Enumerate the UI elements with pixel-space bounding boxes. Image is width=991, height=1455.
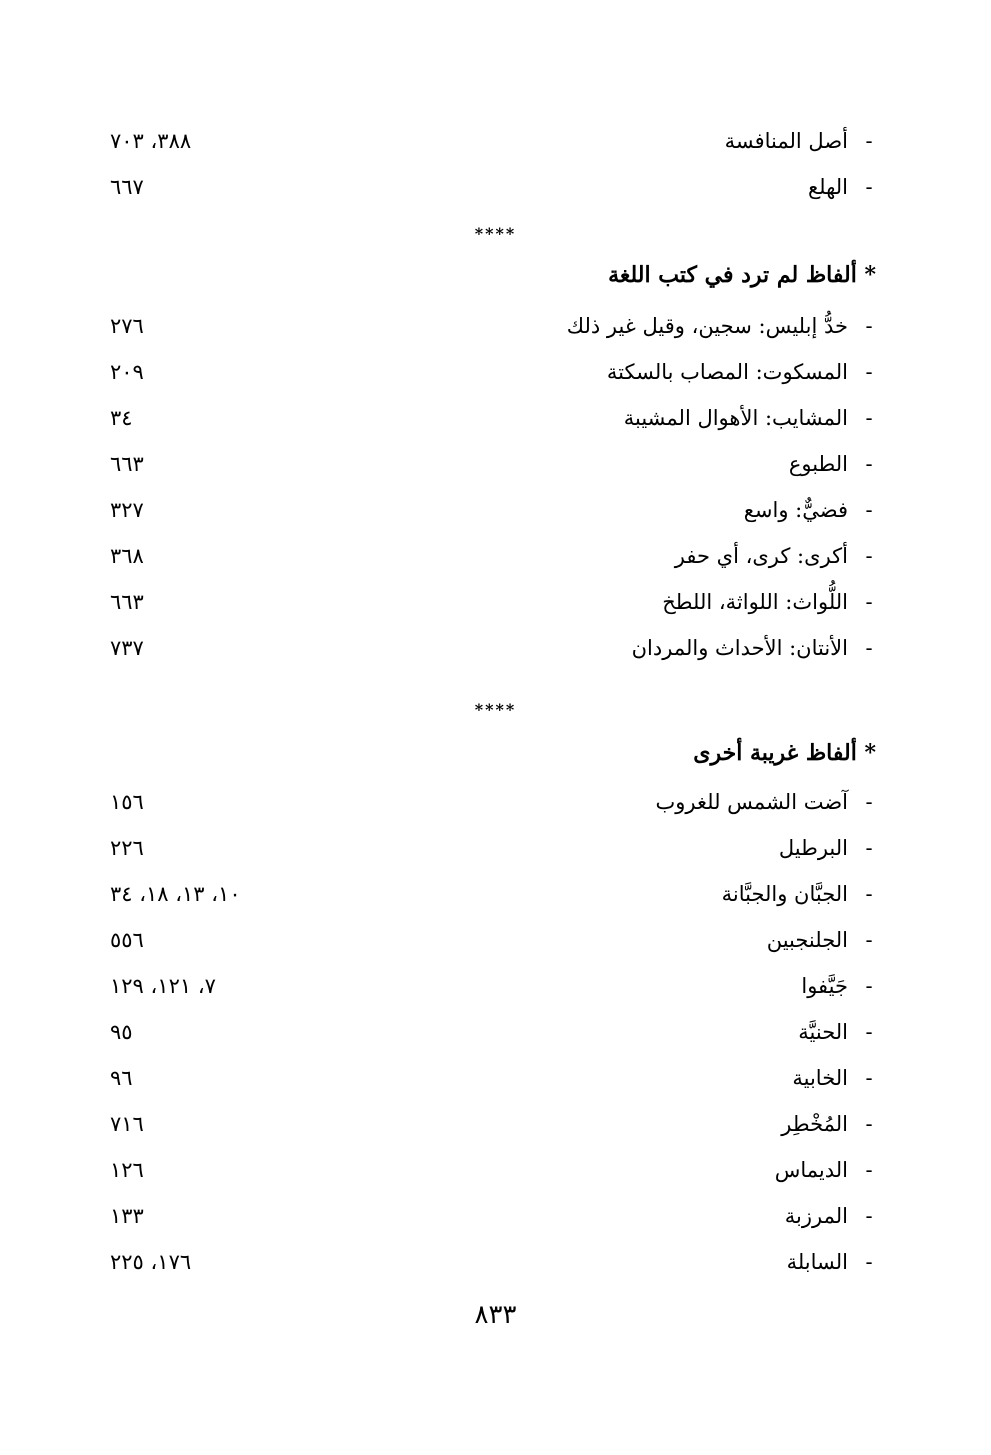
entry-pages: ١٣٣ bbox=[110, 1203, 144, 1228]
entry-pages: ٧١٦ bbox=[110, 1111, 144, 1136]
entry-pages: ٩٥ bbox=[110, 1019, 133, 1044]
list-item bbox=[110, 628, 876, 668]
entry-pages: ٦٦٣ bbox=[110, 589, 144, 614]
list-item bbox=[110, 1104, 876, 1144]
entry-pages: ١٥٦ bbox=[110, 789, 144, 814]
list-item bbox=[110, 782, 876, 822]
entry-pages: ١٠، ١٣، ١٨، ٣٤ bbox=[110, 881, 241, 906]
entry-term: آضت الشمس للغروب bbox=[655, 789, 848, 814]
entry-term: جَيَّفوا bbox=[801, 973, 848, 998]
list-item bbox=[110, 582, 876, 622]
section-heading: * ألفاظ لم ترد في كتب اللغة bbox=[608, 262, 876, 288]
entry-term: الأنتان: الأحداث والمردان bbox=[631, 635, 848, 660]
entry-term: المشايب: الأهوال المشيبة bbox=[623, 405, 848, 430]
list-item bbox=[110, 966, 876, 1006]
entry-term-wrap bbox=[721, 881, 876, 906]
entry-term: الجبَّان والجبَّانة bbox=[721, 881, 848, 906]
entry-dash: - bbox=[865, 789, 873, 814]
entry-term: الديماس bbox=[774, 1157, 848, 1182]
list-item bbox=[110, 1058, 876, 1098]
entry-dash: - bbox=[865, 313, 873, 338]
entry-term: البرطيل bbox=[778, 835, 848, 860]
entry-pages: ٢٠٩ bbox=[110, 359, 144, 384]
list-item bbox=[110, 444, 876, 484]
entry-term-wrap bbox=[792, 1065, 876, 1090]
entry-dash: - bbox=[865, 835, 873, 860]
entry-dash: - bbox=[865, 1203, 873, 1228]
list-item bbox=[110, 121, 876, 161]
entry-term: الخابية bbox=[792, 1065, 848, 1090]
entry-term-wrap bbox=[606, 359, 876, 384]
page-number: ٨٣٣ bbox=[474, 1300, 517, 1330]
entry-dash: - bbox=[865, 543, 873, 568]
entry-term: الجلنجبين bbox=[766, 927, 848, 952]
list-item bbox=[110, 1150, 876, 1190]
entry-term: السابلة bbox=[786, 1249, 848, 1274]
entry-term-wrap bbox=[766, 927, 876, 952]
entry-pages: ٣٦٨ bbox=[110, 543, 144, 568]
entry-dash: - bbox=[865, 635, 873, 660]
list-item bbox=[110, 490, 876, 530]
entry-dash: - bbox=[865, 1111, 873, 1136]
entry-term-wrap bbox=[774, 1157, 876, 1182]
entry-term-wrap bbox=[674, 543, 876, 568]
entry-dash: - bbox=[865, 405, 873, 430]
entry-term-wrap bbox=[784, 1203, 876, 1228]
list-item bbox=[110, 398, 876, 438]
entry-dash: - bbox=[865, 359, 873, 384]
entry-pages: ٦٦٣ bbox=[110, 451, 144, 476]
entry-pages: ١٢٦ bbox=[110, 1157, 144, 1182]
entry-pages: ٢٧٦ bbox=[110, 313, 144, 338]
section-separator: **** bbox=[474, 224, 517, 243]
section-heading: * ألفاظ غريبة أخرى bbox=[693, 740, 876, 766]
entry-pages: ٣٤ bbox=[110, 405, 133, 430]
entry-pages: ٥٥٦ bbox=[110, 927, 144, 952]
list-item bbox=[110, 828, 876, 868]
entry-term: المُخْطِر bbox=[781, 1111, 848, 1136]
list-item bbox=[110, 874, 876, 914]
entry-term-wrap bbox=[788, 451, 876, 476]
entry-term-wrap bbox=[662, 589, 876, 614]
entry-dash: - bbox=[865, 927, 873, 952]
entry-term-wrap bbox=[801, 973, 876, 998]
entry-pages: ٧، ١٢١، ١٢٩ bbox=[110, 973, 216, 998]
entry-dash: - bbox=[865, 973, 873, 998]
section-separator: **** bbox=[474, 700, 517, 719]
entry-term: الهلع bbox=[807, 174, 848, 199]
entry-dash: - bbox=[865, 128, 873, 153]
entry-term-wrap bbox=[631, 635, 876, 660]
entry-term: خدُّ إبليس: سجين، وقيل غير ذلك bbox=[566, 313, 848, 338]
list-item bbox=[110, 167, 876, 207]
entry-term: الطبوع bbox=[788, 451, 848, 476]
entry-term: الحنيَّة bbox=[798, 1019, 848, 1044]
entry-pages: ٦٦٧ bbox=[110, 174, 144, 199]
entry-dash: - bbox=[865, 451, 873, 476]
entry-term-wrap bbox=[786, 1249, 876, 1274]
entry-dash: - bbox=[865, 589, 873, 614]
entry-term-wrap bbox=[778, 835, 876, 860]
list-item bbox=[110, 920, 876, 960]
entry-term: اللُّواث: اللواثة، اللطخ bbox=[662, 589, 848, 614]
entry-pages: ١٧٦، ٢٢٥ bbox=[110, 1249, 192, 1274]
entry-term-wrap bbox=[724, 128, 876, 153]
list-item bbox=[110, 1196, 876, 1236]
list-item bbox=[110, 1012, 876, 1052]
entry-term: المرزبة bbox=[784, 1203, 848, 1228]
entry-term-wrap bbox=[566, 313, 876, 338]
entry-dash: - bbox=[865, 1157, 873, 1182]
entry-term: فضيٌّ: واسع bbox=[743, 497, 848, 522]
entry-pages: ٣٨٨، ٧٠٣ bbox=[110, 128, 192, 153]
list-item bbox=[110, 352, 876, 392]
list-item bbox=[110, 1242, 876, 1282]
entry-term-wrap bbox=[798, 1019, 876, 1044]
entry-pages: ٢٢٦ bbox=[110, 835, 144, 860]
entry-dash: - bbox=[865, 881, 873, 906]
entry-dash: - bbox=[865, 1249, 873, 1274]
entry-term: أصل المنافسة bbox=[724, 128, 848, 153]
entry-pages: ٩٦ bbox=[110, 1065, 133, 1090]
entry-term-wrap bbox=[655, 789, 877, 814]
entry-term-wrap bbox=[743, 497, 876, 522]
entry-term-wrap bbox=[623, 405, 876, 430]
entry-dash: - bbox=[865, 1065, 873, 1090]
list-item bbox=[110, 536, 876, 576]
entry-pages: ٧٣٧ bbox=[110, 635, 144, 660]
entry-dash: - bbox=[865, 174, 873, 199]
entry-dash: - bbox=[865, 1019, 873, 1044]
entry-term: المسكوت: المصاب بالسكتة bbox=[606, 359, 848, 384]
entry-term-wrap bbox=[807, 174, 876, 199]
entry-pages: ٣٢٧ bbox=[110, 497, 144, 522]
entry-term: أكرى: كرى، أي حفر bbox=[674, 543, 848, 568]
entry-dash: - bbox=[865, 497, 873, 522]
list-item bbox=[110, 306, 876, 346]
entry-term-wrap bbox=[781, 1111, 876, 1136]
